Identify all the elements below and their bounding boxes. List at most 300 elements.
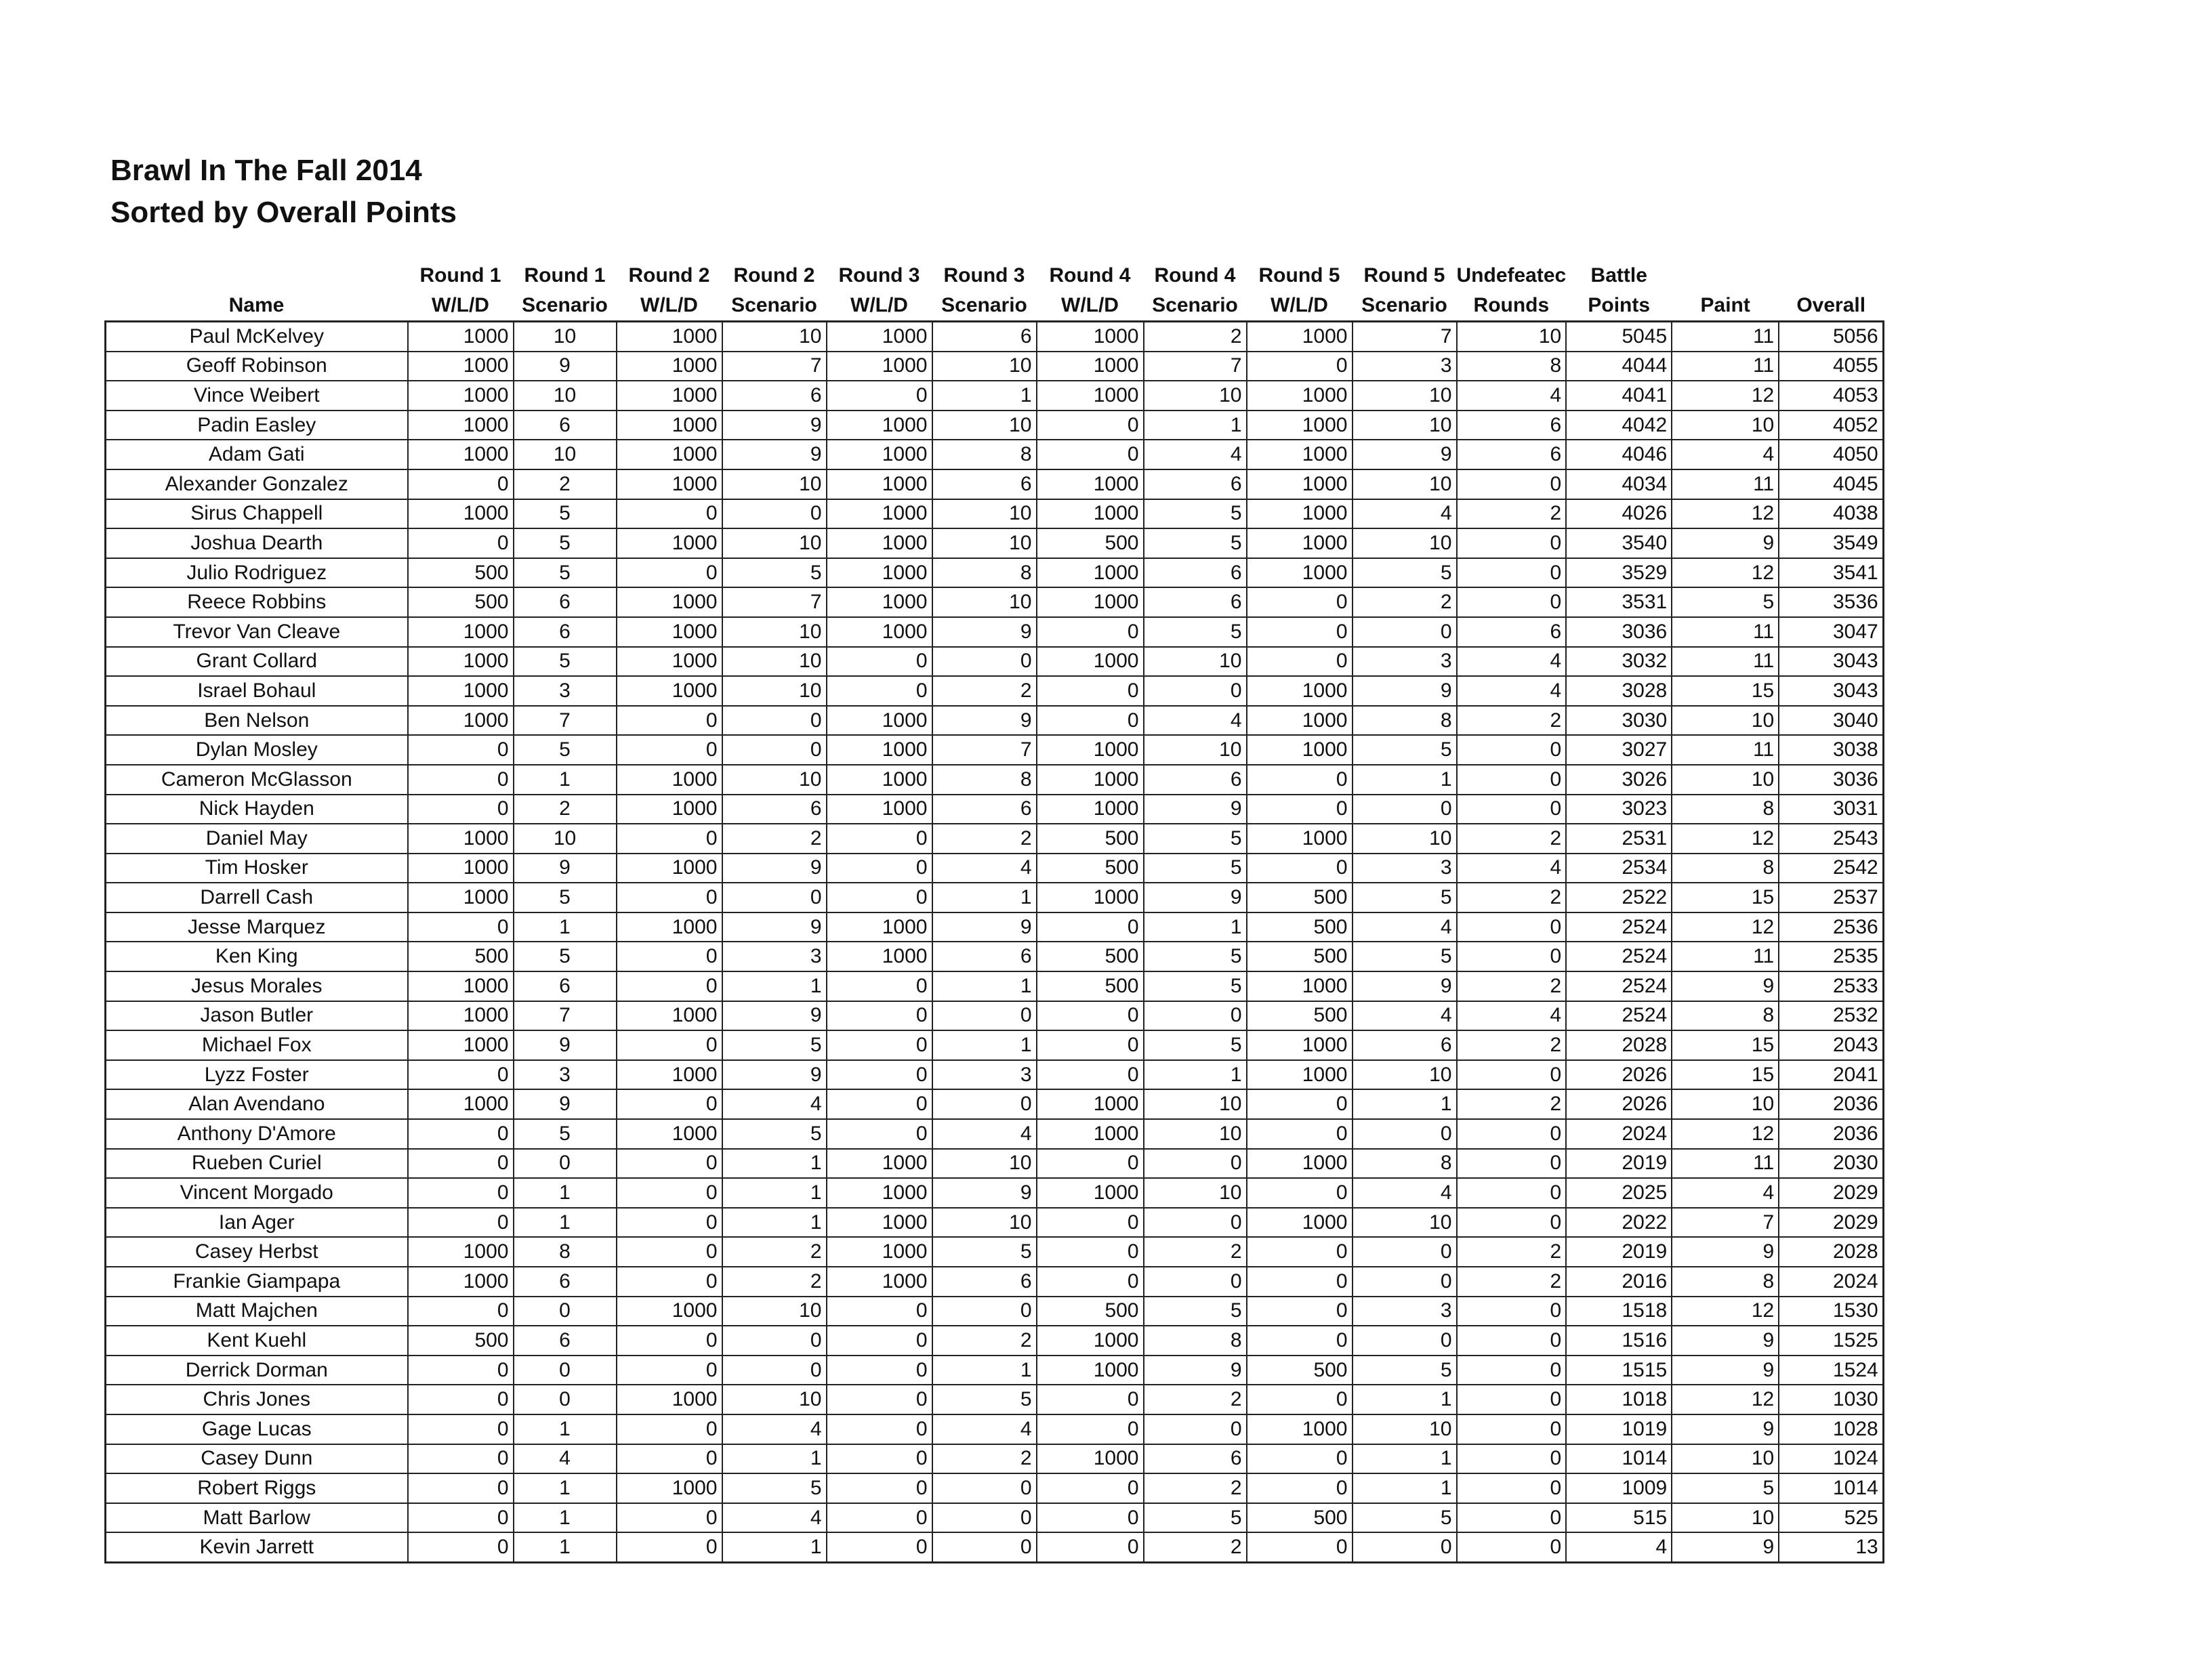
cell-round4-wld: 0 bbox=[1037, 411, 1144, 440]
cell-round2-scenario: 10 bbox=[722, 647, 827, 677]
cell-battle-points: 2025 bbox=[1566, 1178, 1672, 1208]
cell-overall: 3043 bbox=[1779, 647, 1883, 677]
cell-round3-wld: 1000 bbox=[827, 912, 932, 942]
cell-round5-scenario: 5 bbox=[1353, 1356, 1457, 1385]
cell-round1-wld: 1000 bbox=[408, 824, 514, 854]
cell-round5-wld: 500 bbox=[1247, 883, 1353, 912]
table-row bbox=[106, 1060, 1884, 1090]
cell-name: Nick Hayden bbox=[106, 795, 408, 824]
column-header-line2: Rounds bbox=[1473, 294, 1550, 316]
cell-name: Julio Rodriguez bbox=[106, 558, 408, 588]
cell-round1-wld: 1000 bbox=[408, 883, 514, 912]
cell-overall: 4055 bbox=[1779, 352, 1883, 381]
cell-paint: 11 bbox=[1672, 469, 1779, 499]
cell-round2-wld: 1000 bbox=[617, 676, 722, 706]
cell-overall: 2041 bbox=[1779, 1060, 1883, 1090]
cell-battle-points: 1518 bbox=[1566, 1297, 1672, 1326]
cell-round4-scenario: 10 bbox=[1144, 735, 1247, 765]
cell-round1-wld: 1000 bbox=[408, 322, 514, 352]
column-header-line1: Round 2 bbox=[628, 264, 710, 287]
cell-undefeated-rounds: 0 bbox=[1457, 469, 1567, 499]
cell-round1-wld: 1000 bbox=[408, 1267, 514, 1297]
cell-round3-wld: 0 bbox=[827, 1297, 932, 1326]
cell-round2-wld: 0 bbox=[617, 499, 722, 529]
cell-round2-scenario: 4 bbox=[722, 1089, 827, 1119]
column-header-round5-wld bbox=[1247, 261, 1353, 322]
cell-battle-points: 3529 bbox=[1566, 558, 1672, 588]
cell-paint: 8 bbox=[1672, 1267, 1779, 1297]
cell-name: Padin Easley bbox=[106, 411, 408, 440]
cell-overall: 1530 bbox=[1779, 1297, 1883, 1326]
cell-round1-scenario: 9 bbox=[514, 854, 617, 883]
cell-overall: 3038 bbox=[1779, 735, 1883, 765]
cell-round3-wld: 0 bbox=[827, 971, 932, 1001]
cell-round3-wld: 0 bbox=[827, 824, 932, 854]
cell-round3-wld: 0 bbox=[827, 1532, 932, 1562]
cell-round2-scenario: 6 bbox=[722, 381, 827, 411]
cell-round4-wld: 0 bbox=[1037, 1414, 1144, 1444]
cell-name: Daniel May bbox=[106, 824, 408, 854]
cell-round5-wld: 0 bbox=[1247, 795, 1353, 824]
cell-round2-scenario: 9 bbox=[722, 854, 827, 883]
cell-round1-scenario: 3 bbox=[514, 676, 617, 706]
cell-round5-wld: 0 bbox=[1247, 352, 1353, 381]
cell-round4-scenario: 0 bbox=[1144, 676, 1247, 706]
cell-name: Trevor Van Cleave bbox=[106, 617, 408, 647]
cell-round5-wld: 1000 bbox=[1247, 706, 1353, 736]
cell-round5-wld: 1000 bbox=[1247, 1414, 1353, 1444]
cell-paint: 15 bbox=[1672, 1060, 1779, 1090]
cell-round3-scenario: 2 bbox=[932, 1444, 1037, 1474]
cell-name: Grant Collard bbox=[106, 647, 408, 677]
table-row bbox=[106, 1297, 1884, 1326]
cell-overall: 4050 bbox=[1779, 440, 1883, 469]
cell-round2-wld: 1000 bbox=[617, 912, 722, 942]
cell-paint: 12 bbox=[1672, 1119, 1779, 1149]
cell-round4-scenario: 6 bbox=[1144, 765, 1247, 795]
cell-round1-scenario: 1 bbox=[514, 1414, 617, 1444]
cell-round2-wld: 1000 bbox=[617, 352, 722, 381]
cell-round4-scenario: 5 bbox=[1144, 854, 1247, 883]
cell-name: Gage Lucas bbox=[106, 1414, 408, 1444]
cell-battle-points: 515 bbox=[1566, 1503, 1672, 1533]
cell-paint: 4 bbox=[1672, 440, 1779, 469]
cell-round5-wld: 1000 bbox=[1247, 676, 1353, 706]
cell-round2-scenario: 5 bbox=[722, 1030, 827, 1060]
table-row bbox=[106, 352, 1884, 381]
cell-name: Chris Jones bbox=[106, 1385, 408, 1414]
cell-round5-scenario: 0 bbox=[1353, 795, 1457, 824]
cell-round3-wld: 0 bbox=[827, 647, 932, 677]
column-header-line2: Scenario bbox=[1361, 294, 1447, 316]
cell-round4-scenario: 5 bbox=[1144, 1297, 1247, 1326]
cell-overall: 5056 bbox=[1779, 322, 1883, 352]
cell-name: Paul McKelvey bbox=[106, 322, 408, 352]
cell-battle-points: 2028 bbox=[1566, 1030, 1672, 1060]
cell-round5-scenario: 10 bbox=[1353, 824, 1457, 854]
table-row bbox=[106, 971, 1884, 1001]
cell-round4-scenario: 10 bbox=[1144, 1119, 1247, 1149]
cell-round1-wld: 1000 bbox=[408, 676, 514, 706]
cell-round2-scenario: 5 bbox=[722, 1473, 827, 1503]
cell-battle-points: 2026 bbox=[1566, 1089, 1672, 1119]
cell-round1-wld: 500 bbox=[408, 587, 514, 617]
cell-round4-wld: 500 bbox=[1037, 1297, 1144, 1326]
cell-round3-wld: 0 bbox=[827, 1060, 932, 1090]
document-title: Brawl In The Fall 2014 bbox=[110, 154, 422, 187]
column-header-round1-scenario bbox=[514, 261, 617, 322]
cell-round5-scenario: 9 bbox=[1353, 440, 1457, 469]
cell-name: Alan Avendano bbox=[106, 1089, 408, 1119]
cell-round4-scenario: 10 bbox=[1144, 647, 1247, 677]
cell-battle-points: 1018 bbox=[1566, 1385, 1672, 1414]
table-row bbox=[106, 528, 1884, 558]
cell-round2-scenario: 9 bbox=[722, 440, 827, 469]
cell-round1-wld: 0 bbox=[408, 1385, 514, 1414]
cell-battle-points: 1515 bbox=[1566, 1356, 1672, 1385]
cell-round2-wld: 1000 bbox=[617, 440, 722, 469]
cell-round5-scenario: 5 bbox=[1353, 942, 1457, 971]
cell-undefeated-rounds: 4 bbox=[1457, 381, 1567, 411]
cell-round5-wld: 0 bbox=[1247, 765, 1353, 795]
cell-round1-wld: 0 bbox=[408, 1444, 514, 1474]
cell-round3-scenario: 5 bbox=[932, 1385, 1037, 1414]
cell-round2-scenario: 0 bbox=[722, 735, 827, 765]
cell-round2-wld: 0 bbox=[617, 558, 722, 588]
cell-round2-wld: 1000 bbox=[617, 1001, 722, 1031]
cell-round4-wld: 500 bbox=[1037, 854, 1144, 883]
cell-round5-scenario: 6 bbox=[1353, 1030, 1457, 1060]
table-row bbox=[106, 1208, 1884, 1238]
cell-round3-scenario: 0 bbox=[932, 1297, 1037, 1326]
cell-round3-scenario: 7 bbox=[932, 735, 1037, 765]
cell-round3-scenario: 3 bbox=[932, 1060, 1037, 1090]
cell-paint: 12 bbox=[1672, 558, 1779, 588]
cell-round3-wld: 1000 bbox=[827, 735, 932, 765]
cell-round4-wld: 0 bbox=[1037, 912, 1144, 942]
cell-round4-wld: 500 bbox=[1037, 942, 1144, 971]
cell-round2-scenario: 1 bbox=[722, 1208, 827, 1238]
cell-round1-scenario: 5 bbox=[514, 735, 617, 765]
cell-undefeated-rounds: 2 bbox=[1457, 971, 1567, 1001]
cell-round2-scenario: 6 bbox=[722, 795, 827, 824]
cell-round1-wld: 1000 bbox=[408, 971, 514, 1001]
cell-round4-wld: 0 bbox=[1037, 1473, 1144, 1503]
cell-undefeated-rounds: 4 bbox=[1457, 854, 1567, 883]
cell-paint: 8 bbox=[1672, 795, 1779, 824]
cell-round4-scenario: 5 bbox=[1144, 1503, 1247, 1533]
table-row bbox=[106, 411, 1884, 440]
cell-overall: 13 bbox=[1779, 1532, 1883, 1562]
cell-round2-scenario: 0 bbox=[722, 1356, 827, 1385]
column-header-round4-wld bbox=[1037, 261, 1144, 322]
cell-round3-scenario: 1 bbox=[932, 971, 1037, 1001]
cell-round4-wld: 0 bbox=[1037, 1237, 1144, 1267]
cell-round3-wld: 1000 bbox=[827, 469, 932, 499]
cell-round2-scenario: 10 bbox=[722, 1297, 827, 1326]
cell-round1-scenario: 1 bbox=[514, 1473, 617, 1503]
cell-paint: 9 bbox=[1672, 1326, 1779, 1356]
cell-undefeated-rounds: 0 bbox=[1457, 587, 1567, 617]
cell-round2-wld: 1000 bbox=[617, 411, 722, 440]
cell-round1-scenario: 10 bbox=[514, 824, 617, 854]
cell-name: Adam Gati bbox=[106, 440, 408, 469]
cell-undefeated-rounds: 2 bbox=[1457, 1030, 1567, 1060]
cell-round5-wld: 1000 bbox=[1247, 1030, 1353, 1060]
cell-round2-wld: 1000 bbox=[617, 1385, 722, 1414]
cell-undefeated-rounds: 6 bbox=[1457, 617, 1567, 647]
cell-paint: 9 bbox=[1672, 971, 1779, 1001]
cell-battle-points: 3030 bbox=[1566, 706, 1672, 736]
cell-round5-scenario: 9 bbox=[1353, 676, 1457, 706]
table-row bbox=[106, 587, 1884, 617]
cell-round4-wld: 1000 bbox=[1037, 647, 1144, 677]
cell-round4-wld: 0 bbox=[1037, 1149, 1144, 1179]
cell-round4-wld: 1000 bbox=[1037, 765, 1144, 795]
cell-round4-scenario: 5 bbox=[1144, 942, 1247, 971]
cell-name: Reece Robbins bbox=[106, 587, 408, 617]
cell-round4-wld: 1000 bbox=[1037, 795, 1144, 824]
cell-paint: 11 bbox=[1672, 352, 1779, 381]
cell-round4-wld: 1000 bbox=[1037, 322, 1144, 352]
cell-battle-points: 2524 bbox=[1566, 1001, 1672, 1031]
cell-overall: 525 bbox=[1779, 1503, 1883, 1533]
cell-paint: 5 bbox=[1672, 587, 1779, 617]
cell-round3-wld: 1000 bbox=[827, 1208, 932, 1238]
cell-round5-wld: 1000 bbox=[1247, 558, 1353, 588]
cell-battle-points: 4034 bbox=[1566, 469, 1672, 499]
cell-paint: 10 bbox=[1672, 706, 1779, 736]
cell-round4-wld: 1000 bbox=[1037, 883, 1144, 912]
cell-round3-scenario: 5 bbox=[932, 1237, 1037, 1267]
cell-round1-wld: 0 bbox=[408, 1414, 514, 1444]
cell-round4-scenario: 0 bbox=[1144, 1267, 1247, 1297]
cell-round5-scenario: 9 bbox=[1353, 971, 1457, 1001]
cell-round5-scenario: 5 bbox=[1353, 735, 1457, 765]
cell-round4-scenario: 1 bbox=[1144, 912, 1247, 942]
cell-round3-scenario: 2 bbox=[932, 824, 1037, 854]
cell-round3-scenario: 10 bbox=[932, 352, 1037, 381]
cell-overall: 3549 bbox=[1779, 528, 1883, 558]
cell-round5-wld: 1000 bbox=[1247, 1060, 1353, 1090]
cell-round1-scenario: 5 bbox=[514, 883, 617, 912]
cell-round1-wld: 1000 bbox=[408, 440, 514, 469]
table-row bbox=[106, 912, 1884, 942]
column-header-line2: Scenario bbox=[1152, 294, 1238, 316]
cell-name: Alexander Gonzalez bbox=[106, 469, 408, 499]
cell-round1-wld: 0 bbox=[408, 1297, 514, 1326]
cell-round2-scenario: 2 bbox=[722, 824, 827, 854]
cell-paint: 11 bbox=[1672, 942, 1779, 971]
column-header-line2: W/L/D bbox=[850, 294, 908, 316]
cell-name: Robert Riggs bbox=[106, 1473, 408, 1503]
cell-round5-wld: 0 bbox=[1247, 1326, 1353, 1356]
cell-round5-wld: 1000 bbox=[1247, 824, 1353, 854]
cell-round2-wld: 0 bbox=[617, 1356, 722, 1385]
cell-round4-scenario: 5 bbox=[1144, 824, 1247, 854]
cell-paint: 9 bbox=[1672, 1532, 1779, 1562]
cell-undefeated-rounds: 0 bbox=[1457, 1208, 1567, 1238]
cell-round4-wld: 1000 bbox=[1037, 352, 1144, 381]
cell-round5-scenario: 1 bbox=[1353, 1444, 1457, 1474]
cell-paint: 12 bbox=[1672, 499, 1779, 529]
column-header-line1: Round 5 bbox=[1258, 264, 1340, 287]
column-header-round2-wld bbox=[617, 261, 722, 322]
cell-round3-scenario: 2 bbox=[932, 1326, 1037, 1356]
cell-battle-points: 3026 bbox=[1566, 765, 1672, 795]
cell-round3-scenario: 6 bbox=[932, 469, 1037, 499]
cell-undefeated-rounds: 0 bbox=[1457, 765, 1567, 795]
cell-undefeated-rounds: 8 bbox=[1457, 352, 1567, 381]
cell-round1-scenario: 6 bbox=[514, 617, 617, 647]
cell-round5-scenario: 3 bbox=[1353, 1297, 1457, 1326]
cell-paint: 7 bbox=[1672, 1208, 1779, 1238]
column-header-line2: Paint bbox=[1700, 294, 1750, 316]
cell-undefeated-rounds: 6 bbox=[1457, 411, 1567, 440]
cell-overall: 3047 bbox=[1779, 617, 1883, 647]
cell-name: Jesse Marquez bbox=[106, 912, 408, 942]
cell-paint: 15 bbox=[1672, 883, 1779, 912]
cell-round3-wld: 0 bbox=[827, 1326, 932, 1356]
cell-round2-scenario: 0 bbox=[722, 883, 827, 912]
cell-round2-scenario: 10 bbox=[722, 676, 827, 706]
cell-round2-scenario: 1 bbox=[722, 1444, 827, 1474]
cell-paint: 11 bbox=[1672, 647, 1779, 677]
cell-round1-scenario: 1 bbox=[514, 1503, 617, 1533]
cell-round1-scenario: 10 bbox=[514, 381, 617, 411]
cell-battle-points: 2019 bbox=[1566, 1237, 1672, 1267]
cell-round3-wld: 0 bbox=[827, 1356, 932, 1385]
cell-round1-wld: 1000 bbox=[408, 1001, 514, 1031]
cell-round4-wld: 1000 bbox=[1037, 1119, 1144, 1149]
cell-name: Lyzz Foster bbox=[106, 1060, 408, 1090]
cell-round3-scenario: 4 bbox=[932, 854, 1037, 883]
cell-round2-scenario: 5 bbox=[722, 558, 827, 588]
cell-round5-wld: 500 bbox=[1247, 1356, 1353, 1385]
cell-name: Anthony D'Amore bbox=[106, 1119, 408, 1149]
table-row bbox=[106, 617, 1884, 647]
cell-paint: 8 bbox=[1672, 854, 1779, 883]
cell-round1-wld: 0 bbox=[408, 469, 514, 499]
cell-round2-wld: 0 bbox=[617, 1030, 722, 1060]
cell-battle-points: 5045 bbox=[1566, 322, 1672, 352]
cell-round4-wld: 0 bbox=[1037, 440, 1144, 469]
cell-name: Ian Ager bbox=[106, 1208, 408, 1238]
cell-round2-wld: 0 bbox=[617, 1208, 722, 1238]
column-header-round3-scenario bbox=[932, 261, 1037, 322]
cell-round5-wld: 500 bbox=[1247, 1503, 1353, 1533]
cell-battle-points: 4026 bbox=[1566, 499, 1672, 529]
cell-round2-wld: 1000 bbox=[617, 765, 722, 795]
cell-round3-scenario: 10 bbox=[932, 1208, 1037, 1238]
cell-round2-wld: 1000 bbox=[617, 1119, 722, 1149]
table-row bbox=[106, 824, 1884, 854]
cell-round4-wld: 0 bbox=[1037, 1503, 1144, 1533]
cell-paint: 12 bbox=[1672, 381, 1779, 411]
cell-round5-scenario: 10 bbox=[1353, 1208, 1457, 1238]
cell-round3-scenario: 1 bbox=[932, 1030, 1037, 1060]
cell-round5-wld: 1000 bbox=[1247, 1208, 1353, 1238]
cell-battle-points: 3036 bbox=[1566, 617, 1672, 647]
cell-round1-wld: 500 bbox=[408, 1326, 514, 1356]
cell-battle-points: 3531 bbox=[1566, 587, 1672, 617]
cell-round4-wld: 1000 bbox=[1037, 1178, 1144, 1208]
cell-name: Kevin Jarrett bbox=[106, 1532, 408, 1562]
cell-name: Casey Herbst bbox=[106, 1237, 408, 1267]
column-header-line1: Round 4 bbox=[1049, 264, 1131, 287]
cell-undefeated-rounds: 4 bbox=[1457, 676, 1567, 706]
cell-overall: 2543 bbox=[1779, 824, 1883, 854]
cell-round2-wld: 1000 bbox=[617, 528, 722, 558]
cell-overall: 2043 bbox=[1779, 1030, 1883, 1060]
cell-round2-scenario: 10 bbox=[722, 617, 827, 647]
cell-round3-wld: 0 bbox=[827, 883, 932, 912]
cell-round2-wld: 1000 bbox=[617, 795, 722, 824]
cell-round4-wld: 0 bbox=[1037, 1532, 1144, 1562]
cell-paint: 12 bbox=[1672, 824, 1779, 854]
cell-round5-wld: 0 bbox=[1247, 1178, 1353, 1208]
cell-paint: 10 bbox=[1672, 1444, 1779, 1474]
cell-round1-scenario: 9 bbox=[514, 352, 617, 381]
cell-round5-scenario: 3 bbox=[1353, 352, 1457, 381]
cell-round5-scenario: 5 bbox=[1353, 883, 1457, 912]
column-header-round1-wld bbox=[408, 261, 514, 322]
cell-round5-scenario: 8 bbox=[1353, 1149, 1457, 1179]
cell-round5-wld: 0 bbox=[1247, 1237, 1353, 1267]
column-header-line2: W/L/D bbox=[432, 294, 489, 316]
cell-round3-wld: 0 bbox=[827, 1385, 932, 1414]
table-row bbox=[106, 1414, 1884, 1444]
cell-undefeated-rounds: 2 bbox=[1457, 883, 1567, 912]
column-header-line2: Name bbox=[228, 294, 285, 316]
cell-round3-scenario: 0 bbox=[932, 1473, 1037, 1503]
cell-battle-points: 1009 bbox=[1566, 1473, 1672, 1503]
cell-round3-wld: 0 bbox=[827, 1444, 932, 1474]
cell-battle-points: 3032 bbox=[1566, 647, 1672, 677]
cell-round1-scenario: 6 bbox=[514, 1326, 617, 1356]
cell-battle-points: 2016 bbox=[1566, 1267, 1672, 1297]
cell-round5-scenario: 1 bbox=[1353, 765, 1457, 795]
table-row bbox=[106, 676, 1884, 706]
cell-name: Darrell Cash bbox=[106, 883, 408, 912]
cell-undefeated-rounds: 0 bbox=[1457, 1385, 1567, 1414]
table-row bbox=[106, 854, 1884, 883]
cell-round3-scenario: 1 bbox=[932, 381, 1037, 411]
cell-round1-scenario: 5 bbox=[514, 499, 617, 529]
cell-overall: 3043 bbox=[1779, 676, 1883, 706]
table-row bbox=[106, 1119, 1884, 1149]
table-row bbox=[106, 1178, 1884, 1208]
cell-round5-scenario: 0 bbox=[1353, 1237, 1457, 1267]
cell-round4-wld: 0 bbox=[1037, 1267, 1144, 1297]
cell-round1-scenario: 0 bbox=[514, 1297, 617, 1326]
cell-battle-points: 2524 bbox=[1566, 912, 1672, 942]
cell-name: Joshua Dearth bbox=[106, 528, 408, 558]
cell-paint: 9 bbox=[1672, 528, 1779, 558]
cell-battle-points: 2022 bbox=[1566, 1208, 1672, 1238]
cell-name: Dylan Mosley bbox=[106, 735, 408, 765]
cell-round4-scenario: 1 bbox=[1144, 411, 1247, 440]
cell-round3-wld: 1000 bbox=[827, 617, 932, 647]
cell-battle-points: 4044 bbox=[1566, 352, 1672, 381]
cell-round1-wld: 0 bbox=[408, 1356, 514, 1385]
cell-round3-scenario: 2 bbox=[932, 676, 1037, 706]
cell-overall: 4053 bbox=[1779, 381, 1883, 411]
cell-round4-scenario: 9 bbox=[1144, 883, 1247, 912]
cell-round4-scenario: 2 bbox=[1144, 322, 1247, 352]
cell-battle-points: 2522 bbox=[1566, 883, 1672, 912]
cell-name: Jesus Morales bbox=[106, 971, 408, 1001]
